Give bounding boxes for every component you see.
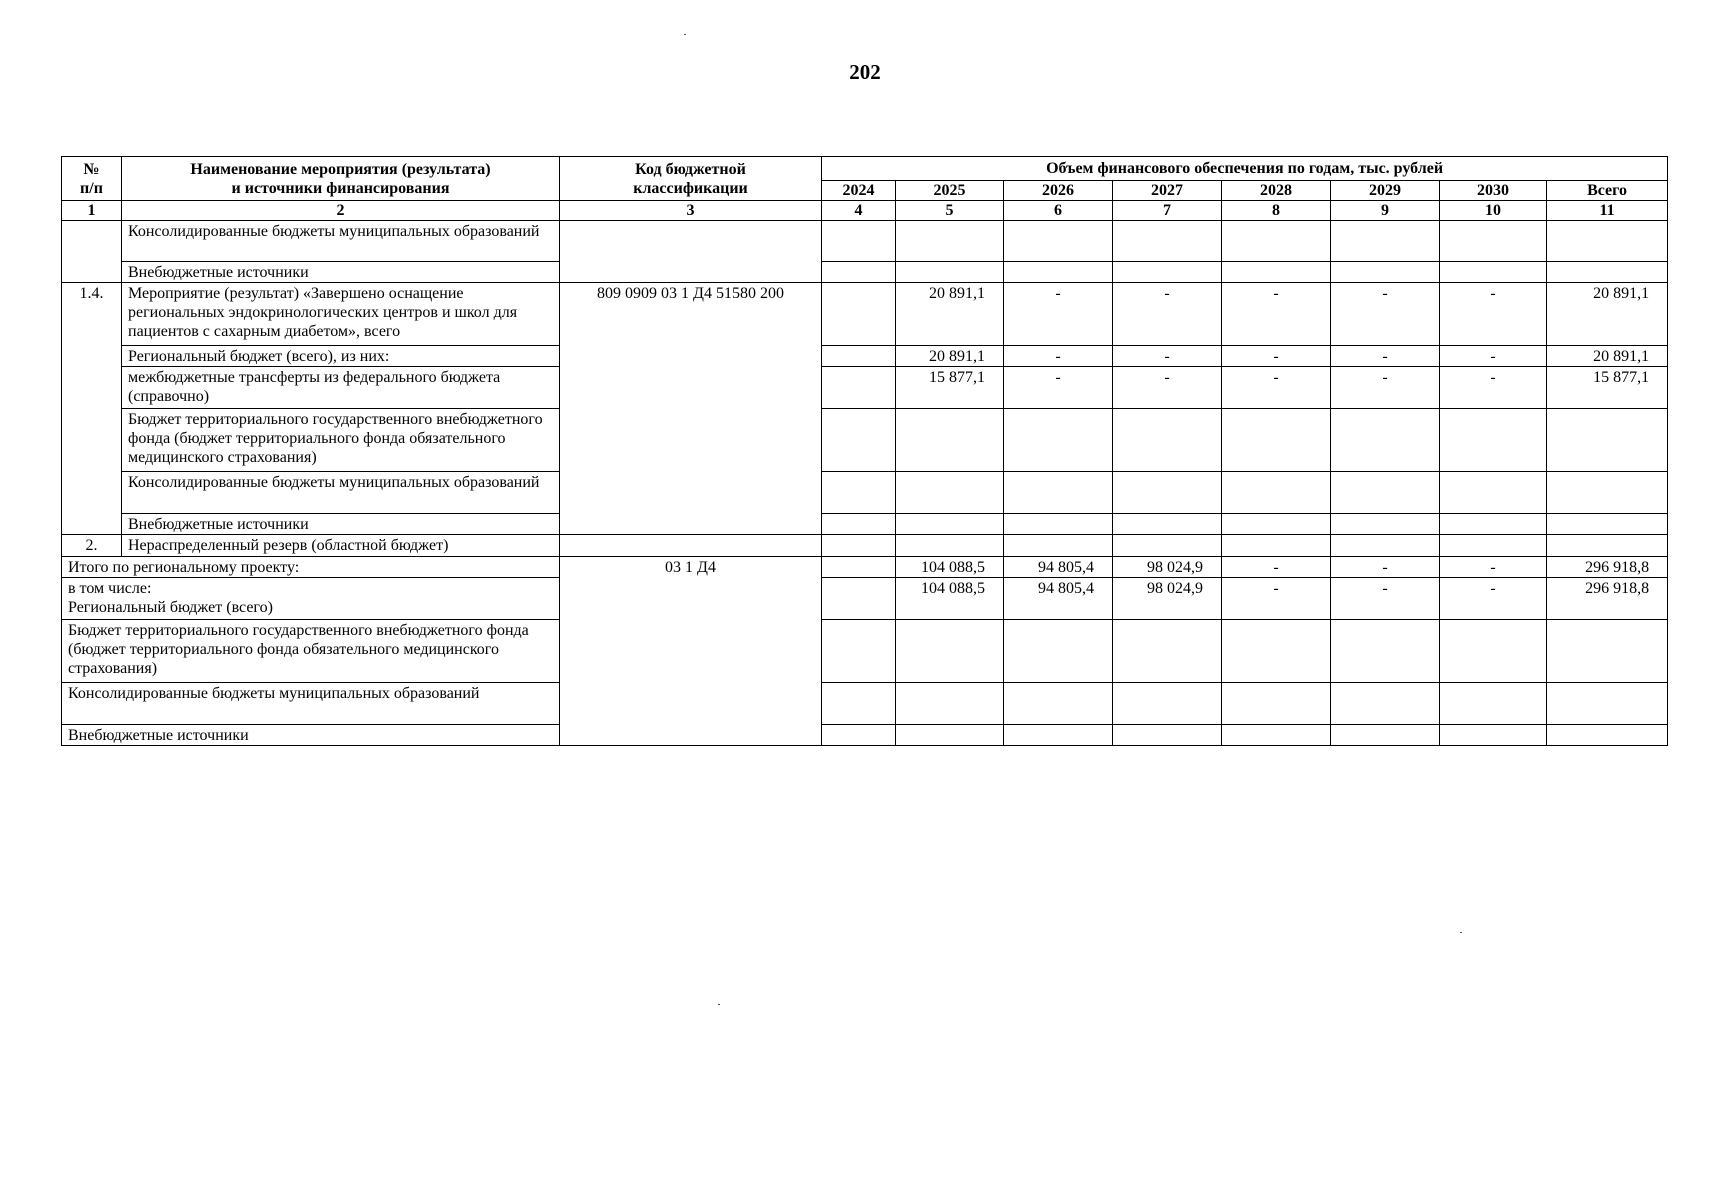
total-row	[62, 578, 1668, 620]
total-value-2028	[1222, 725, 1331, 746]
column-number: 9	[1331, 201, 1440, 221]
table-row	[62, 535, 1668, 557]
row-value-total: 20 891,1	[1547, 283, 1668, 346]
row-value-2030: -	[1440, 283, 1547, 346]
total-value-2028: -	[1222, 557, 1331, 578]
total-value-2027: 98 024,9	[1113, 578, 1222, 620]
row-value-total: 20 891,1	[1547, 346, 1668, 367]
row-value-2026	[1004, 262, 1113, 283]
row-name: Внебюджетные источники	[122, 262, 560, 283]
row-value-2029	[1331, 514, 1440, 535]
total-row	[62, 557, 1668, 578]
row-value-2030	[1440, 514, 1547, 535]
row-name: Внебюджетные источники	[122, 514, 560, 535]
total-value-2024	[822, 725, 896, 746]
row-value-2027: -	[1113, 283, 1222, 346]
scan-speck	[718, 1004, 720, 1005]
header-total: Всего	[1547, 181, 1668, 201]
row-value-2028	[1222, 535, 1331, 557]
row-value-2030: -	[1440, 367, 1547, 409]
table-row	[62, 514, 1668, 535]
row-code	[560, 221, 822, 283]
header-year: 2024	[822, 181, 896, 201]
row-value-2025	[896, 262, 1004, 283]
total-row	[62, 620, 1668, 683]
column-number: 8	[1222, 201, 1331, 221]
row-name: Бюджет территориального государственного внебюджетного фонда (бюджет территориального фонда обязательного медицинского страхования)	[122, 409, 560, 472]
row-name: Региональный бюджет (всего), из них:	[122, 346, 560, 367]
row-code: 809 0909 03 1 Д4 51580 200	[560, 283, 822, 535]
total-value-2030: -	[1440, 578, 1547, 620]
column-number: 3	[560, 201, 822, 221]
column-number: 1	[62, 201, 122, 221]
row-num: 1.4.	[62, 283, 122, 535]
row-value-2029	[1331, 262, 1440, 283]
row-name: межбюджетные трансферты из федерального бюджета (справочно)	[122, 367, 560, 409]
header-year: 2025	[896, 181, 1004, 201]
row-value-2030	[1440, 221, 1547, 262]
total-value-2024	[822, 557, 896, 578]
row-value-2029	[1331, 221, 1440, 262]
total-value-2024	[822, 578, 896, 620]
row-value-2029: -	[1331, 283, 1440, 346]
row-value-2025: 20 891,1	[896, 346, 1004, 367]
row-value-2029	[1331, 535, 1440, 557]
total-value-2027	[1113, 620, 1222, 683]
total-value-2027	[1113, 725, 1222, 746]
row-value-total	[1547, 262, 1668, 283]
column-number: 7	[1113, 201, 1222, 221]
row-value-2027	[1113, 409, 1222, 472]
total-name: Внебюджетные источники	[62, 725, 560, 746]
total-value-2025: 104 088,5	[896, 557, 1004, 578]
row-value-2026	[1004, 514, 1113, 535]
total-value-2028	[1222, 620, 1331, 683]
total-value-total: 296 918,8	[1547, 578, 1668, 620]
total-value-2025	[896, 725, 1004, 746]
total-row	[62, 725, 1668, 746]
header-num: № п/п	[62, 157, 122, 201]
row-value-2027	[1113, 472, 1222, 514]
row-value-2024	[822, 535, 896, 557]
total-value-2030	[1440, 620, 1547, 683]
total-value-2029	[1331, 620, 1440, 683]
row-num	[62, 221, 122, 283]
row-value-2024	[822, 409, 896, 472]
row-value-total	[1547, 514, 1668, 535]
total-name: Консолидированные бюджеты муниципальных образований	[62, 683, 560, 725]
total-value-total	[1547, 620, 1668, 683]
header-year: 2029	[1331, 181, 1440, 201]
total-value-2025	[896, 683, 1004, 725]
total-name: в том числе: Региональный бюджет (всего)	[62, 578, 560, 620]
row-value-2028	[1222, 409, 1331, 472]
row-value-2028: -	[1222, 346, 1331, 367]
header-year: 2028	[1222, 181, 1331, 201]
row-code	[560, 535, 822, 557]
total-value-2027: 98 024,9	[1113, 557, 1222, 578]
total-value-2030	[1440, 683, 1547, 725]
total-value-2030: -	[1440, 557, 1547, 578]
total-code: 03 1 Д4	[560, 557, 822, 746]
total-value-2024	[822, 620, 896, 683]
row-value-2027	[1113, 514, 1222, 535]
row-value-2027: -	[1113, 367, 1222, 409]
row-value-2028	[1222, 221, 1331, 262]
total-row	[62, 683, 1668, 725]
row-value-2024	[822, 262, 896, 283]
row-value-2026: -	[1004, 367, 1113, 409]
table-row	[62, 409, 1668, 472]
row-value-2027	[1113, 262, 1222, 283]
row-value-total	[1547, 221, 1668, 262]
total-value-total	[1547, 725, 1668, 746]
row-value-2026	[1004, 472, 1113, 514]
row-value-2027	[1113, 221, 1222, 262]
column-number: 4	[822, 201, 896, 221]
row-value-2024	[822, 346, 896, 367]
row-value-2025: 20 891,1	[896, 283, 1004, 346]
total-value-2029: -	[1331, 578, 1440, 620]
row-value-2028: -	[1222, 283, 1331, 346]
table-row	[62, 283, 1668, 346]
total-value-2027	[1113, 683, 1222, 725]
page-number: 202	[849, 60, 881, 84]
total-value-total	[1547, 683, 1668, 725]
row-value-2029	[1331, 409, 1440, 472]
row-value-2029: -	[1331, 346, 1440, 367]
row-value-2025	[896, 535, 1004, 557]
total-value-2026: 94 805,4	[1004, 557, 1113, 578]
total-value-2026	[1004, 725, 1113, 746]
row-value-total	[1547, 472, 1668, 514]
row-name: Нераспределенный резерв (областной бюджет)	[122, 535, 560, 557]
total-value-total: 296 918,8	[1547, 557, 1668, 578]
total-value-2030	[1440, 725, 1547, 746]
row-value-2026	[1004, 535, 1113, 557]
header-name: Наименование мероприятия (результата) и источники финансирования	[122, 157, 560, 201]
column-number: 5	[896, 201, 1004, 221]
row-value-2030	[1440, 409, 1547, 472]
header-code: Код бюджетной классификации	[560, 157, 822, 201]
row-name: Консолидированные бюджеты муниципальных образований	[122, 472, 560, 514]
total-value-2024	[822, 683, 896, 725]
financing-table	[61, 156, 1668, 746]
row-value-2026	[1004, 221, 1113, 262]
row-value-2027	[1113, 535, 1222, 557]
header-year: 2027	[1113, 181, 1222, 201]
header-year: 2030	[1440, 181, 1547, 201]
total-value-2029: -	[1331, 557, 1440, 578]
total-value-2028: -	[1222, 578, 1331, 620]
row-value-2030: -	[1440, 346, 1547, 367]
total-value-2026	[1004, 683, 1113, 725]
row-value-2026	[1004, 409, 1113, 472]
row-value-2030	[1440, 472, 1547, 514]
row-value-2024	[822, 221, 896, 262]
total-value-2026: 94 805,4	[1004, 578, 1113, 620]
row-value-2024	[822, 514, 896, 535]
row-value-2024	[822, 283, 896, 346]
row-name: Мероприятие (результат) «Завершено оснащение региональных эндокринологических центров и школ для пациентов с сахарным диабетом», всего	[122, 283, 560, 346]
row-value-2028	[1222, 514, 1331, 535]
column-number: 2	[122, 201, 560, 221]
row-value-2029: -	[1331, 367, 1440, 409]
total-value-2029	[1331, 725, 1440, 746]
column-number: 6	[1004, 201, 1113, 221]
header-year: 2026	[1004, 181, 1113, 201]
row-value-2025	[896, 409, 1004, 472]
row-value-2026: -	[1004, 346, 1113, 367]
total-name: Бюджет территориального государственного внебюджетного фонда (бюджет территориального фонда обязательного медицинского страхования)	[62, 620, 560, 683]
column-number: 10	[1440, 201, 1547, 221]
row-value-2026: -	[1004, 283, 1113, 346]
scan-speck	[684, 34, 686, 35]
table-row	[62, 367, 1668, 409]
row-value-2025	[896, 472, 1004, 514]
row-num: 2.	[62, 535, 122, 557]
total-value-2025: 104 088,5	[896, 578, 1004, 620]
table-row	[62, 221, 1668, 262]
row-name: Консолидированные бюджеты муниципальных образований	[122, 221, 560, 262]
total-value-2028	[1222, 683, 1331, 725]
row-value-total: 15 877,1	[1547, 367, 1668, 409]
row-value-2024	[822, 367, 896, 409]
row-value-2030	[1440, 535, 1547, 557]
header-volume: Объем финансового обеспечения по годам, тыс. рублей	[822, 157, 1668, 181]
row-value-2029	[1331, 472, 1440, 514]
total-name: Итого по региональному проекту:	[62, 557, 560, 578]
row-value-2028	[1222, 472, 1331, 514]
row-value-2025: 15 877,1	[896, 367, 1004, 409]
row-value-2028: -	[1222, 367, 1331, 409]
scan-speck	[1460, 932, 1462, 933]
table-row	[62, 346, 1668, 367]
column-number: 11	[1547, 201, 1668, 221]
total-value-2029	[1331, 683, 1440, 725]
row-value-2030	[1440, 262, 1547, 283]
row-value-total	[1547, 409, 1668, 472]
table-row	[62, 472, 1668, 514]
row-value-2025	[896, 514, 1004, 535]
row-value-total	[1547, 535, 1668, 557]
total-value-2026	[1004, 620, 1113, 683]
total-value-2025	[896, 620, 1004, 683]
row-value-2025	[896, 221, 1004, 262]
row-value-2027: -	[1113, 346, 1222, 367]
row-value-2024	[822, 472, 896, 514]
row-value-2028	[1222, 262, 1331, 283]
table-row	[62, 262, 1668, 283]
